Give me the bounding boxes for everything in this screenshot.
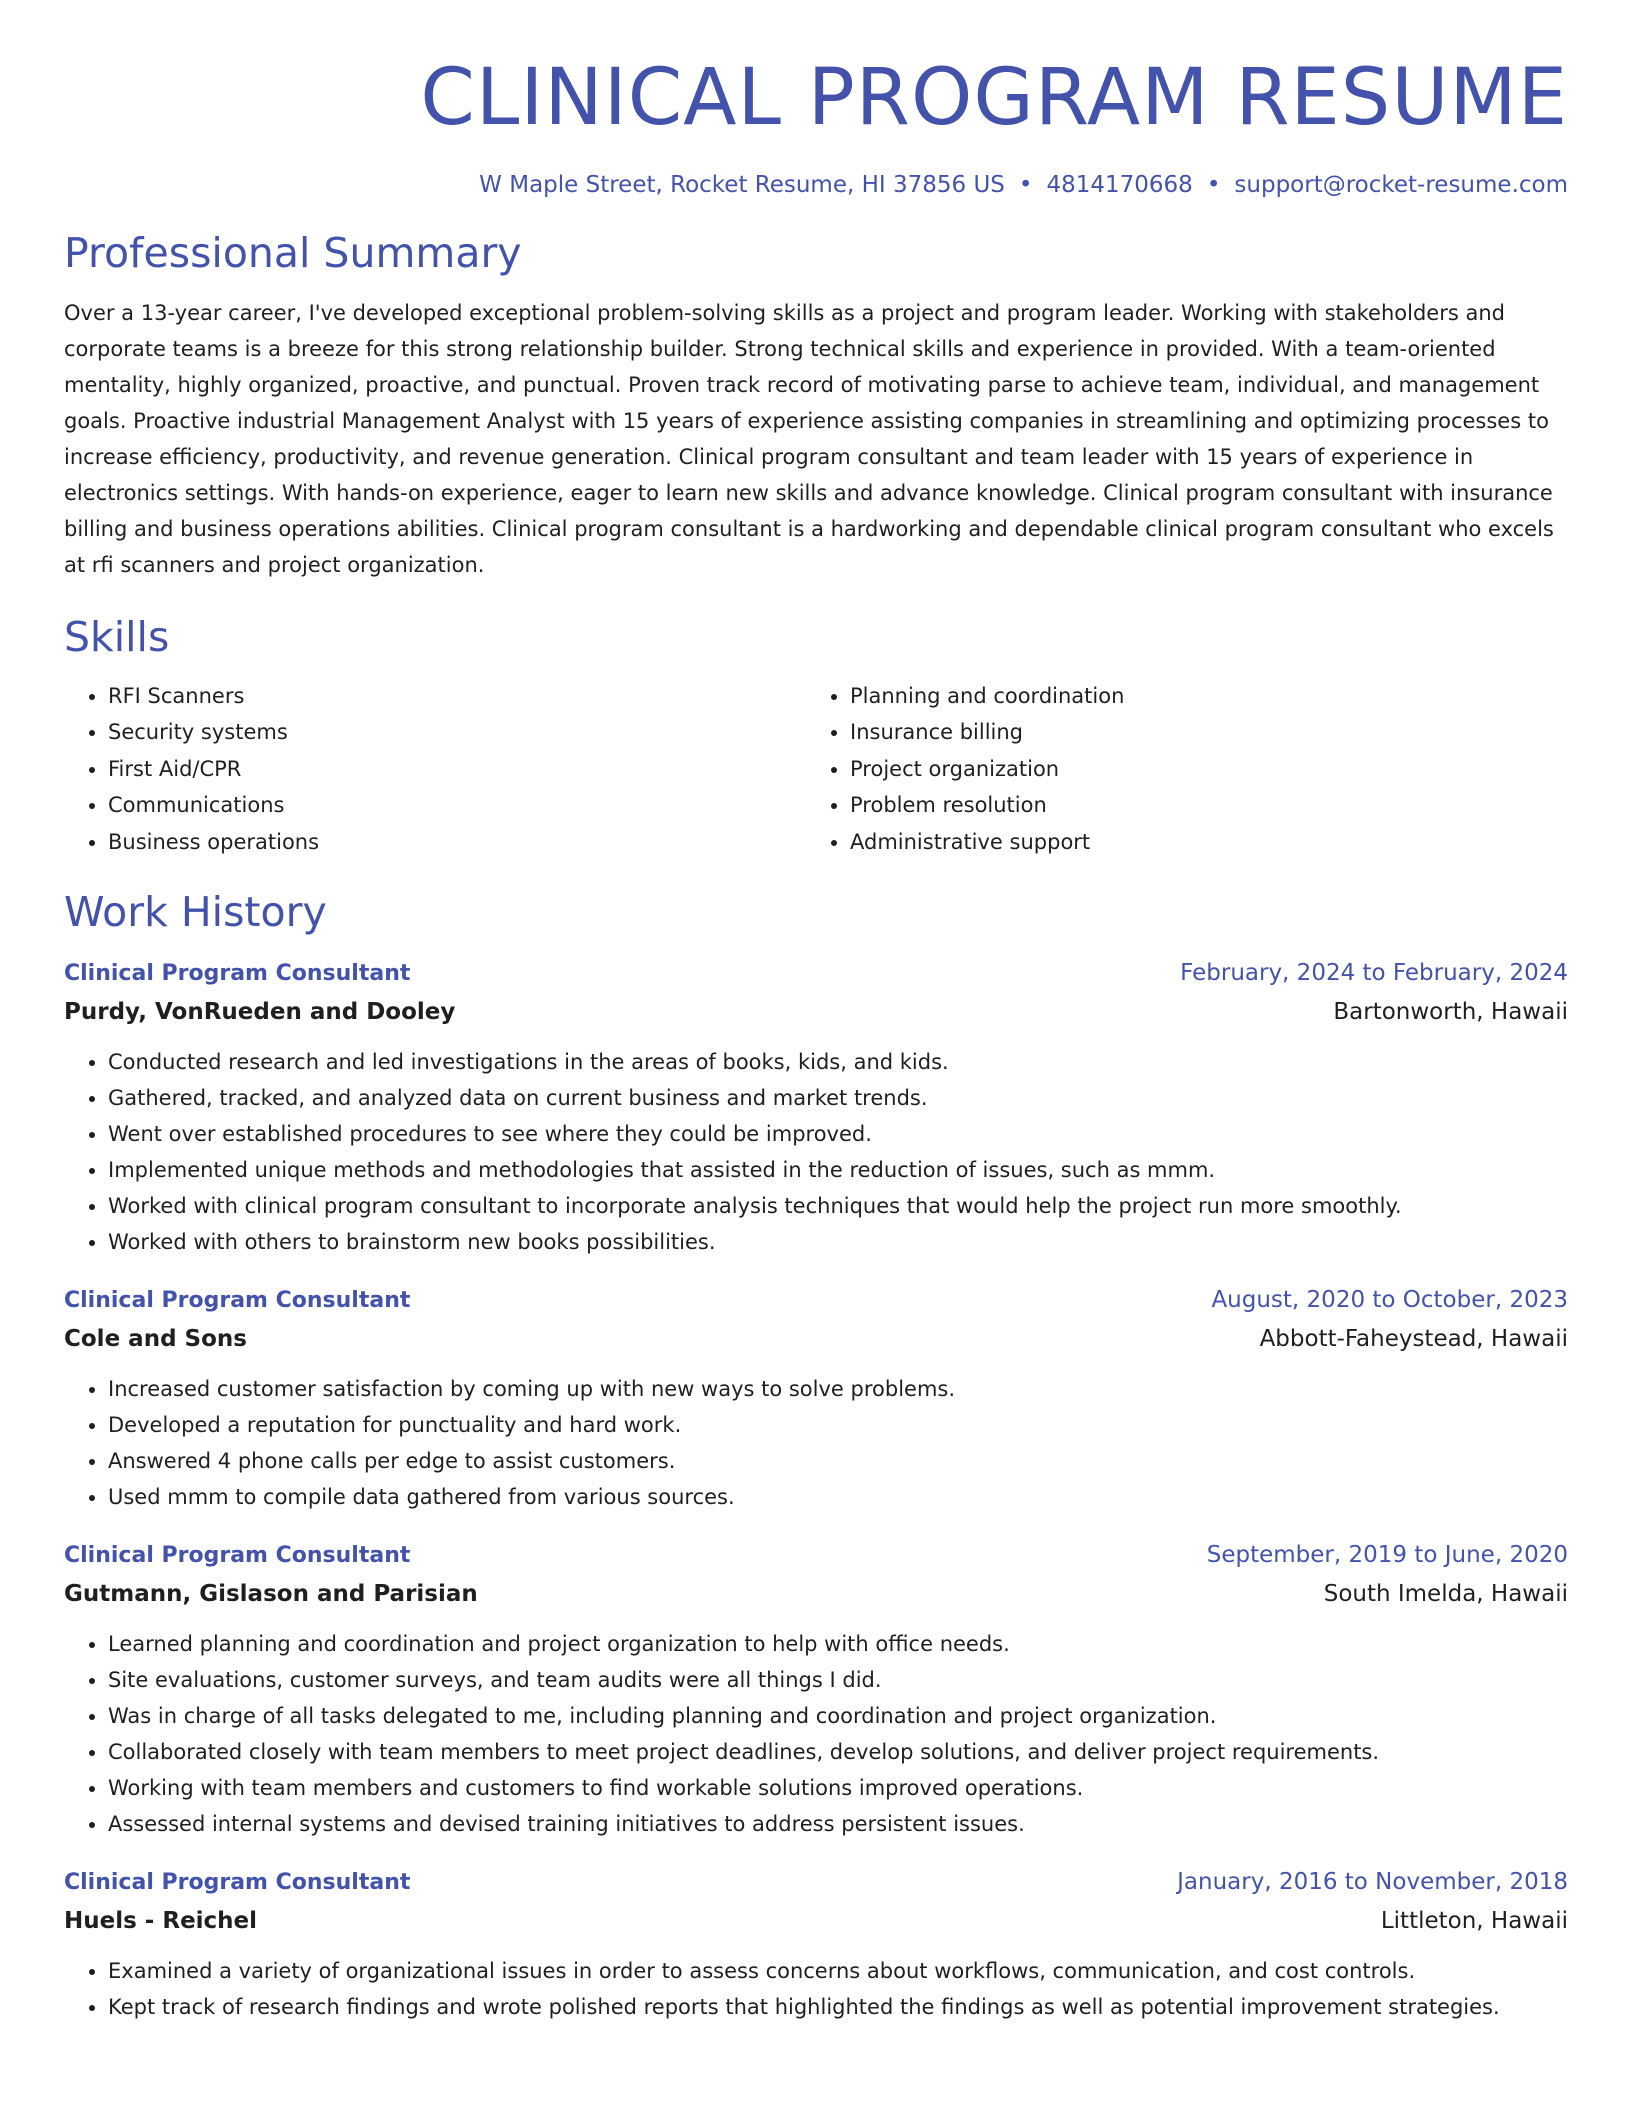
- job-bullet: • Answered 4 phone calls per edge to assist customers.: [108, 1443, 1568, 1479]
- job-bullet: • Worked with clinical program consultant to incorporate analysis techniques that would help the project run more smoothly.: [108, 1188, 1568, 1224]
- skill-item: • Problem resolution: [850, 787, 1548, 824]
- contact-phone: 4814170668: [1046, 171, 1193, 198]
- contact-line: [64, 172, 1568, 200]
- job-bullet: • Examined a variety of organizational issues in order to assess concerns about workflows, communication, and cost controls.: [108, 1953, 1568, 1989]
- contact-separator: •: [1018, 171, 1033, 198]
- job-bullets: [64, 1371, 1568, 1515]
- job-bullet: • Learned planning and coordination and project organization to help with office needs.: [108, 1626, 1568, 1662]
- skills-heading: Skills: [64, 612, 170, 661]
- job-bullets: [64, 1044, 1568, 1260]
- job-company: Huels - Reichel: [64, 1908, 258, 1935]
- job-bullet: • Assessed internal systems and devised training initiatives to address persistent issues.: [108, 1806, 1568, 1842]
- work-history-heading: Work History: [64, 888, 327, 937]
- skill-item: • Planning and coordination: [850, 678, 1548, 715]
- skills-list-right: [806, 678, 1548, 861]
- job-company: Cole and Sons: [64, 1326, 247, 1353]
- job-bullet: • Developed a reputation for punctuality and hard work.: [108, 1407, 1568, 1443]
- job-bullets: [64, 1953, 1568, 2025]
- job-bullet: • Worked with others to brainstorm new books possibilities.: [108, 1224, 1568, 1260]
- job-title: Clinical Program Consultant: [64, 1870, 411, 1896]
- job-location: Littleton, Hawaii: [1380, 1908, 1568, 1935]
- job-company: Gutmann, Gislason and Parisian: [64, 1581, 478, 1608]
- work-history-section: [64, 888, 1568, 2025]
- job-bullet: • Collaborated closely with team members to meet project deadlines, develop solutions, and deliver project requirements.: [108, 1734, 1568, 1770]
- job-bullet: • Increased customer satisfaction by coming up with new ways to solve problems.: [108, 1371, 1568, 1407]
- summary-section: [64, 229, 1568, 582]
- job-location: Bartonworth, Hawaii: [1333, 999, 1568, 1026]
- skill-item: • First Aid/CPR: [108, 751, 806, 788]
- contact-address: W Maple Street, Rocket Resume, HI 37856 US: [479, 171, 1005, 198]
- job-title: Clinical Program Consultant: [64, 1288, 411, 1314]
- job-dates: January, 2016 to November, 2018: [1177, 1869, 1568, 1896]
- job-bullet: • Was in charge of all tasks delegated to me, including planning and coordination and project organization.: [108, 1698, 1568, 1734]
- contact-separator: •: [1206, 171, 1221, 198]
- job-dates: September, 2019 to June, 2020: [1206, 1542, 1568, 1569]
- job-bullet: • Site evaluations, customer surveys, and team audits were all things I did.: [108, 1662, 1568, 1698]
- skill-item: • Insurance billing: [850, 714, 1548, 751]
- job-title: Clinical Program Consultant: [64, 1543, 411, 1569]
- job-entry: [64, 955, 1568, 1260]
- job-bullet: • Conducted research and led investigations in the areas of books, kids, and kids.: [108, 1044, 1568, 1080]
- job-bullet: • Went over established procedures to see where they could be improved.: [108, 1116, 1568, 1152]
- summary-text: Over a 13-year career, I've developed exceptional problem-solving skills as a project and program leader. Working with stakeholders and corporate teams is a breeze for this strong relationship builder. Strong technical skills and experience in provided. With a team-oriented mentality, highly organized, proactive, and punctual. Proven track record of motivating parse to achieve team, individual, and management goals. Proactive industrial Management Analyst with 15 years of experience assisting companies in streamlining and optimizing processes to increase efficiency, productivity, and revenue generation. Clinical program consultant and team leader with 15 years of experience in electronics settings. With hands-on experience, eager to learn new skills and advance knowledge. Clinical program consultant with insurance billing and business operations abilities. Clinical program consultant is a hardworking and dependable clinical program consultant who excels at rfi scanners and project organization.: [64, 300, 1554, 577]
- job-entry: [64, 1864, 1568, 2025]
- skills-section: [64, 613, 1568, 861]
- job-entry: [64, 1537, 1568, 1842]
- job-title: Clinical Program Consultant: [64, 961, 411, 987]
- skill-item: • Project organization: [850, 751, 1548, 788]
- skill-item: • RFI Scanners: [108, 678, 806, 715]
- job-company: Purdy, VonRueden and Dooley: [64, 999, 456, 1026]
- skill-item: • Administrative support: [850, 824, 1548, 861]
- summary-heading: Professional Summary: [64, 229, 522, 278]
- job-bullet: • Kept track of research findings and wrote polished reports that highlighted the findings as well as potential improvement strategies.: [108, 1989, 1568, 2025]
- job-bullet: • Used mmm to compile data gathered from various sources.: [108, 1479, 1568, 1515]
- job-bullet: • Gathered, tracked, and analyzed data on current business and market trends.: [108, 1080, 1568, 1116]
- job-bullet: • Implemented unique methods and methodologies that assisted in the reduction of issues, such as mmm.: [108, 1152, 1568, 1188]
- skills-list-left: [64, 678, 806, 861]
- job-location: Abbott-Faheystead, Hawaii: [1259, 1326, 1568, 1353]
- job-dates: February, 2024 to February, 2024: [1180, 960, 1568, 987]
- resume-title: CLINICAL PROGRAM RESUME: [420, 53, 1568, 143]
- resume-header: [64, 53, 1568, 199]
- contact-email[interactable]: support@rocket-resume.com: [1234, 171, 1568, 198]
- job-dates: August, 2020 to October, 2023: [1211, 1287, 1568, 1314]
- job-bullet: • Working with team members and customers to find workable solutions improved operations.: [108, 1770, 1568, 1806]
- skills-grid: [64, 678, 1568, 861]
- job-location: South Imelda, Hawaii: [1323, 1581, 1568, 1608]
- skill-item: • Business operations: [108, 824, 806, 861]
- skill-item: • Security systems: [108, 714, 806, 751]
- job-entry: [64, 1282, 1568, 1515]
- skill-item: • Communications: [108, 787, 806, 824]
- job-bullets: [64, 1626, 1568, 1842]
